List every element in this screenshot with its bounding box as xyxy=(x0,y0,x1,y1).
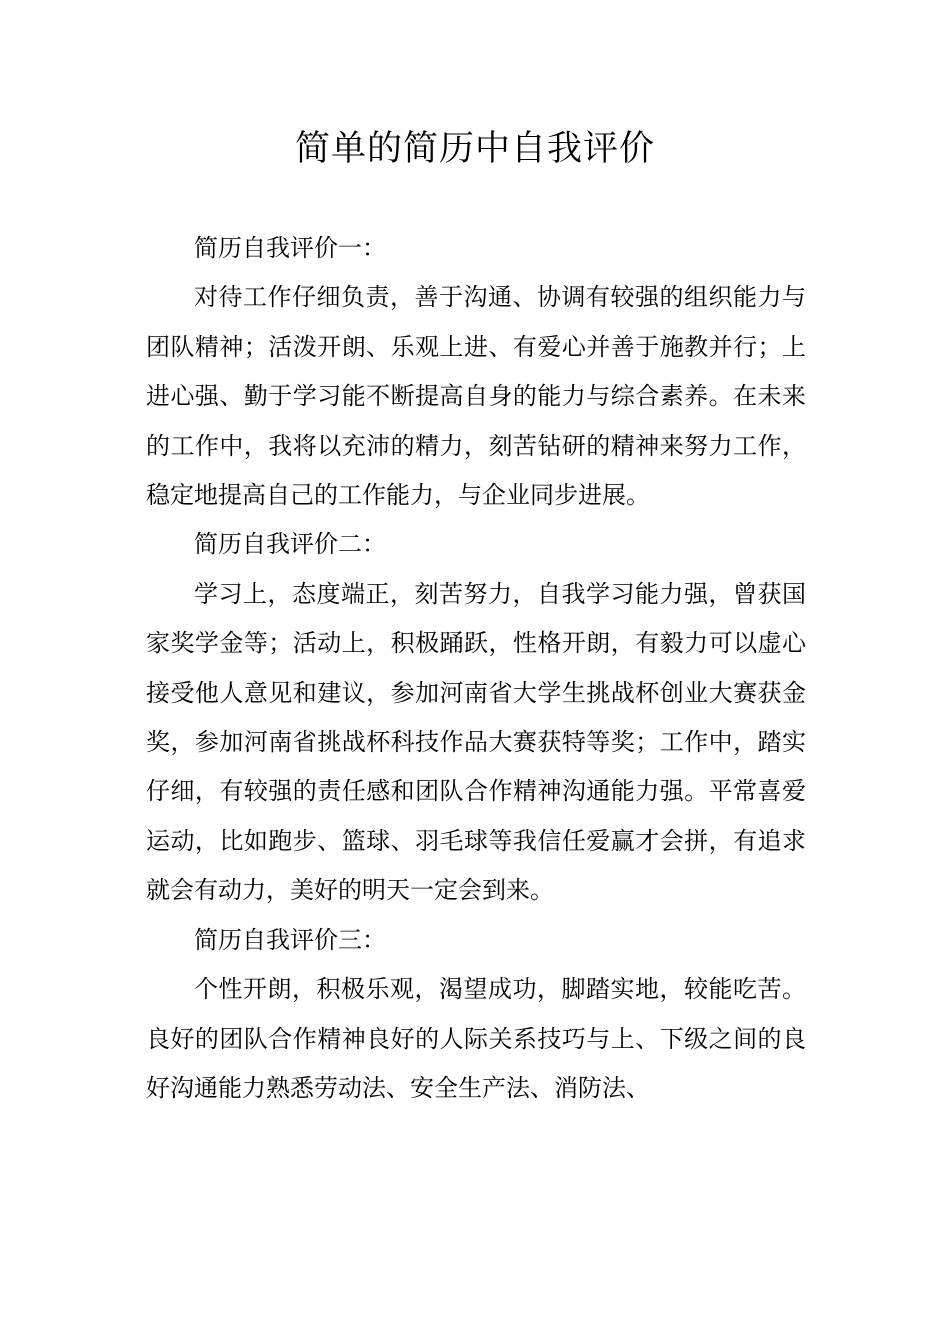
section-body-3: 个性开朗，积极乐观，渴望成功，脚踏实地，较能吃苦。良好的团队合作精神良好的人际关系技巧与上、下级之间的良好沟通能力熟悉劳动法、安全生产法、消防法、 xyxy=(146,975,806,1102)
section-body-2: 学习上，态度端正，刻苦努力，自我学习能力强，曾获国家奖学金等；活动上，积极踊跃，性格开朗，有毅力可以虚心接受他人意见和建议，参加河南省大学生挑战杯创业大赛获金奖，参加河南省挑战杯科技作品大赛获特等奖；工作中，踏实仔细，有较强的责任感和团队合作精神沟通能力强。平常喜爱运动，比如跑步、篮球、羽毛球等我信任爱赢才会拼，有追求就会有动力，美好的明天一定会到来。 xyxy=(146,579,806,905)
document-body xyxy=(146,224,806,1113)
section-heading-2: 简历自我评价二： xyxy=(194,530,386,559)
section-heading-3: 简历自我评价三： xyxy=(194,925,386,954)
document-title: 简单的简历中自我评价 xyxy=(294,129,655,169)
section-heading-1: 简历自我评价一： xyxy=(194,234,386,262)
section-body-1: 对待工作仔细负责，善于沟通、协调有较强的组织能力与团队精神；活泼开朗、乐观上进、有爱心并善于施教并行；上进心强、勤于学习能不断提高自身的能力与综合素养。在未来的工作中，我将以充沛的精力，刻苦钻研的精神来努力工作，稳定地提高自己的工作能力，与企业同步进展。 xyxy=(146,283,806,510)
